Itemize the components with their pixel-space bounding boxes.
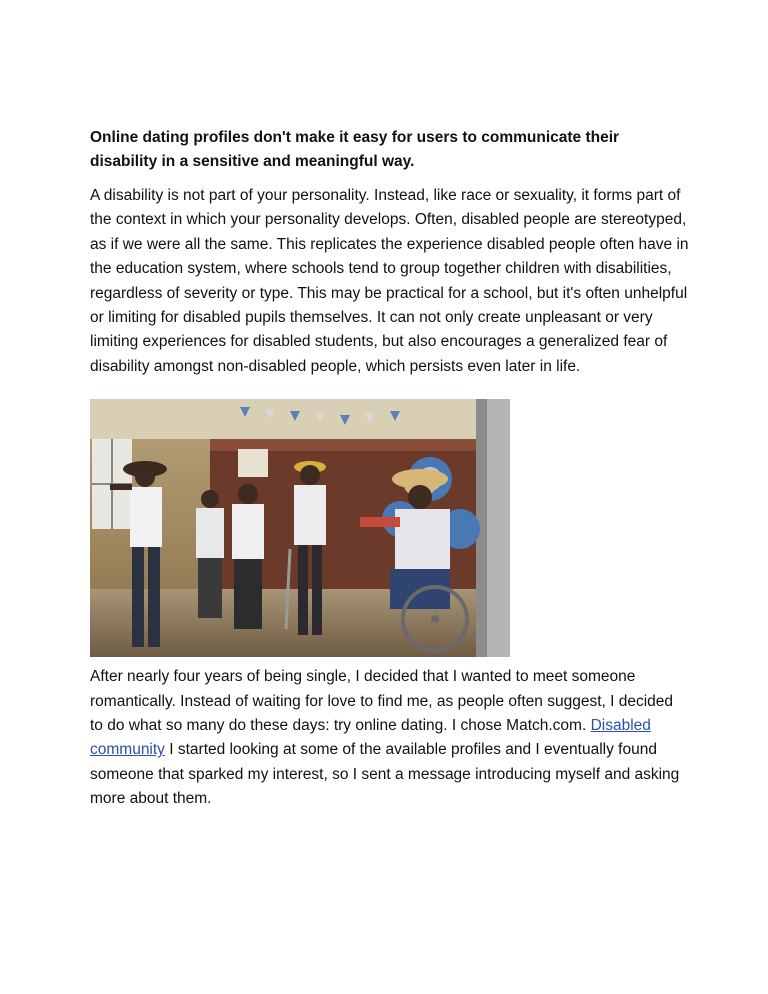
paragraph2-text-after: I started looking at some of the available profiles and I eventually found someone that sparked my interest, so I sent a message introducing myself and asking more about them. <box>90 741 680 808</box>
article-heading: Online dating profiles don't make it easy for users to communicate their disability in a sensitive and meaningful way. <box>90 129 620 170</box>
body-paragraph-2 <box>90 665 690 811</box>
disabled-community-link[interactable]: Disabled community <box>90 717 651 759</box>
paragraph2-text-before: After nearly four years of being single, I decided that I wanted to meet someone romantically. Instead of waiting for love to find me, as people often suggest, I decided to do what so many do these days: try online dating. I chose Match.com. <box>90 668 674 735</box>
article-photo <box>90 399 510 657</box>
document-page <box>90 126 690 812</box>
body-paragraph-1: A disability is not part of your personality. Instead, like race or sexuality, it forms part of the context in which your personality develops. Often, disabled people are stereotyped, as if we were all the same. This replicates the experience disabled people often have in the education system, where schools tend to group together children with disabilities, regardless of severity or type. This may be practical for a school, but it's often unhelpful or limiting for disabled pupils themselves. It can not only create unpleasant or very limiting experiences for disabled students, but also encourages a generalized fear of disability amongst non-disabled people, which persists even later in life. <box>90 187 689 375</box>
